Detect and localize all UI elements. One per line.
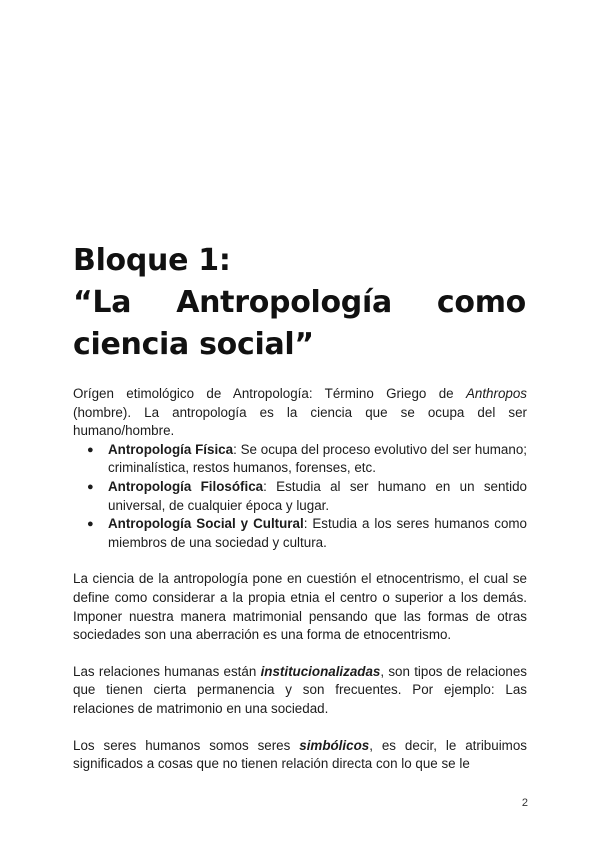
- body-text: [73, 385, 527, 774]
- paragraph-text: Los seres humanos somos seres: [73, 737, 300, 753]
- bullet-text: : Estudia a los seres humanos como miembros de una sociedad y cultura.: [108, 516, 527, 550]
- intro-text-end: (hombre). La antropología es la ciencia que se ocupa del ser humano/hombre.: [73, 404, 527, 439]
- paragraph-simbolicos: [73, 737, 527, 774]
- list-item: [73, 478, 527, 515]
- list-item: [73, 441, 527, 478]
- intro-italic: Anthropos: [465, 386, 527, 401]
- intro-paragraph: [73, 385, 527, 441]
- bullet-term: Antropología Física: [108, 441, 234, 457]
- paragraph-text: , es decir, le atribuimos significados a cosas que no tienen relación directa con lo que se le: [73, 737, 527, 772]
- emphasis-term: institucionalizadas: [260, 663, 381, 679]
- paragraph-etnocentrismo: La ciencia de la antropología pone en cuestión el etnocentrismo, el cual se define como considerar a la propia etnia el centro o superior a los demás. Imponer nuestra manera matrimonial pensando que las formas de otras sociedades son una aberración es una forma de etnocentrismo.: [73, 571, 527, 643]
- bullet-dot-icon: ●: [87, 518, 94, 531]
- bullet-text: : Estudia al ser humano en un sentido universal, de cualquier época y lugar.: [108, 478, 527, 513]
- title-word: como: [436, 285, 526, 320]
- bullet-term: Antropología Social y Cultural: [108, 516, 304, 532]
- bullet-dot-icon: ●: [87, 480, 94, 493]
- bullet-text: : Se ocupa del proceso evolutivo del ser humano; criminalística, restos humanos, forenses, etc.: [108, 441, 527, 476]
- bullet-dot-icon: ●: [87, 443, 94, 456]
- title-word: Antropología: [176, 285, 392, 320]
- page-number: 2: [521, 797, 528, 809]
- paragraph-relaciones: [73, 663, 527, 719]
- title-word: “La: [73, 285, 132, 320]
- paragraph-text: , son tipos de relaciones que tienen cierta permanencia y son frecuentes. Por ejemplo: Las relaciones de matrimonio en una sociedad.: [73, 663, 527, 716]
- title-line-2: [73, 282, 526, 324]
- intro-text: Orígen etimológico de Antropología: Término Griego de: [73, 386, 466, 401]
- page-title: [73, 240, 526, 366]
- title-line-1: Bloque 1:: [73, 243, 231, 278]
- title-line-3: ciencia social”: [73, 327, 314, 362]
- list-item: [73, 515, 527, 552]
- paragraph-text: Las relaciones humanas están: [73, 663, 261, 679]
- emphasis-term: simbólicos: [299, 737, 370, 753]
- bullet-term: Antropología Filosófica: [108, 478, 264, 494]
- bullet-list: [73, 441, 527, 553]
